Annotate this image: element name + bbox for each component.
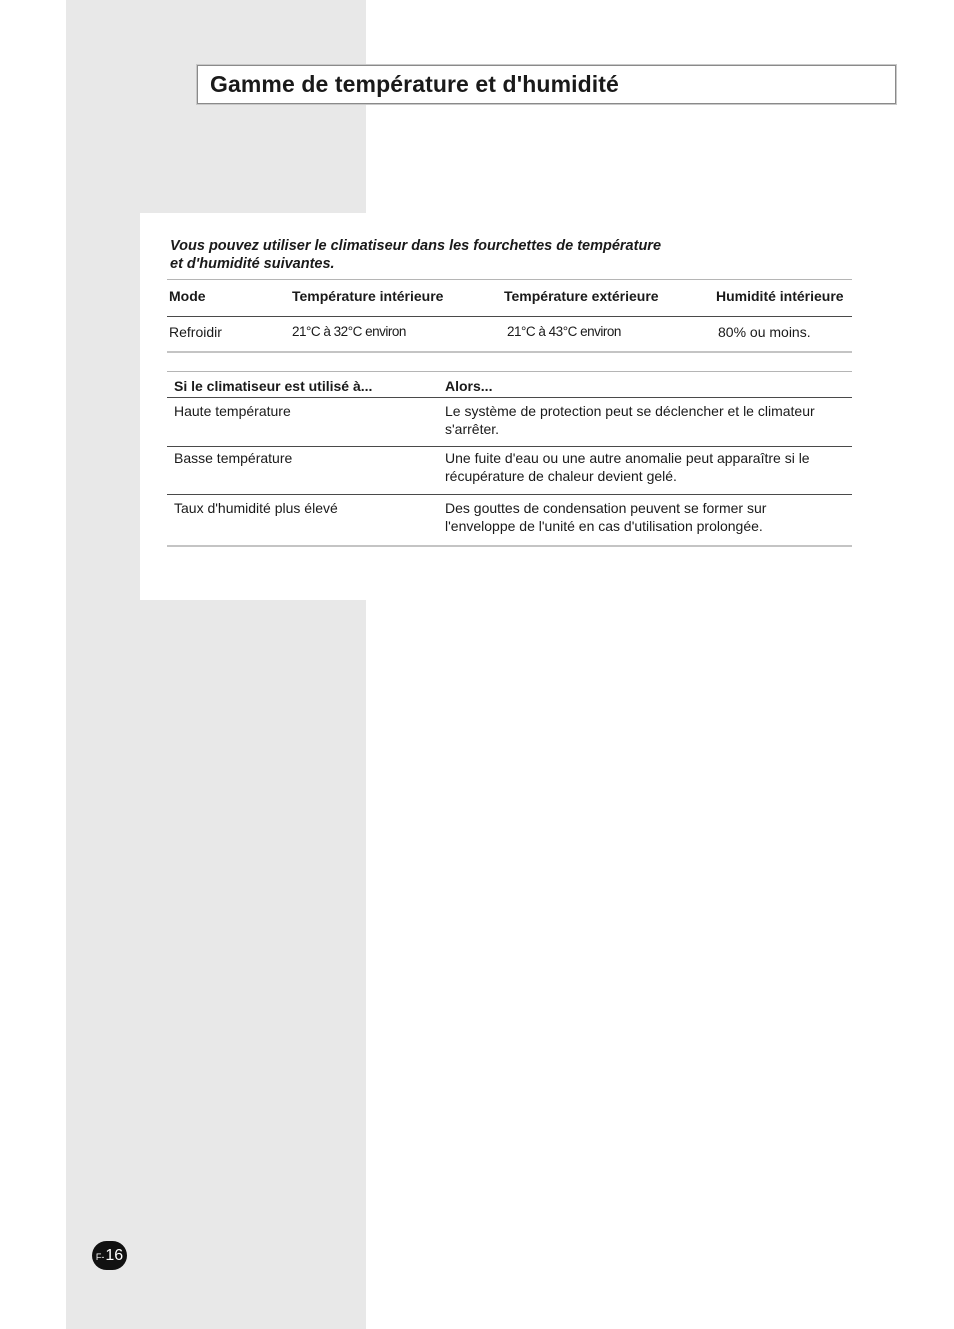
table-rule — [167, 316, 852, 317]
table-rule — [167, 446, 852, 447]
left-gray-band — [66, 0, 366, 1329]
condition-cell: Taux d'humidité plus élevé — [174, 500, 338, 516]
page-prefix: F- — [95, 1252, 105, 1262]
table-rule — [167, 371, 852, 372]
range-header-indoor-humidity: Humidité intérieure — [716, 288, 844, 304]
conditions-header-result: Alors... — [445, 378, 493, 394]
range-cell-outdoor-temp: 21°C à 43°C environ — [507, 324, 621, 339]
conditions-header-condition: Si le climatiseur est utilisé à... — [174, 378, 373, 394]
range-cell-humidity: 80% ou moins. — [718, 324, 811, 340]
table-rule — [167, 494, 852, 495]
result-line-2: récupérature de chaleur devient gelé. — [445, 468, 677, 484]
intro-line-1: Vous pouvez utiliser le climatiseur dans les fourchettes de température — [170, 238, 662, 254]
condition-cell: Basse température — [174, 450, 293, 466]
range-cell-indoor-temp: 21°C à 32°C environ — [292, 324, 406, 339]
intro-line-2: et d'humidité suivantes. — [170, 256, 335, 272]
table-rule — [167, 397, 852, 398]
range-header-mode: Mode — [169, 288, 206, 304]
result-line-1: Des gouttes de condensation peuvent se former sur — [445, 500, 767, 516]
table-rule — [167, 279, 852, 280]
page-number: 16 — [105, 1246, 124, 1264]
intro-text — [170, 237, 730, 273]
title-box — [197, 65, 896, 104]
table-rule — [167, 351, 852, 353]
range-header-outdoor-temp: Température extérieure — [504, 288, 659, 304]
range-cell-mode: Refroidir — [169, 324, 222, 340]
range-header-indoor-temp: Température intérieure — [292, 288, 444, 304]
result-line-2: s'arrêter. — [445, 421, 500, 437]
page-title: Gamme de température et d'humidité — [210, 71, 619, 97]
condition-cell: Haute température — [174, 403, 291, 419]
page-number-badge — [92, 1241, 127, 1270]
result-line-1: Le système de protection peut se déclencher et le climateur — [445, 403, 815, 419]
result-line-1: Une fuite d'eau ou une autre anomalie peut apparaître si le — [445, 450, 810, 466]
result-line-2: l'enveloppe de l'unité en cas d'utilisation prolongée. — [445, 518, 763, 534]
table-rule — [167, 545, 852, 547]
